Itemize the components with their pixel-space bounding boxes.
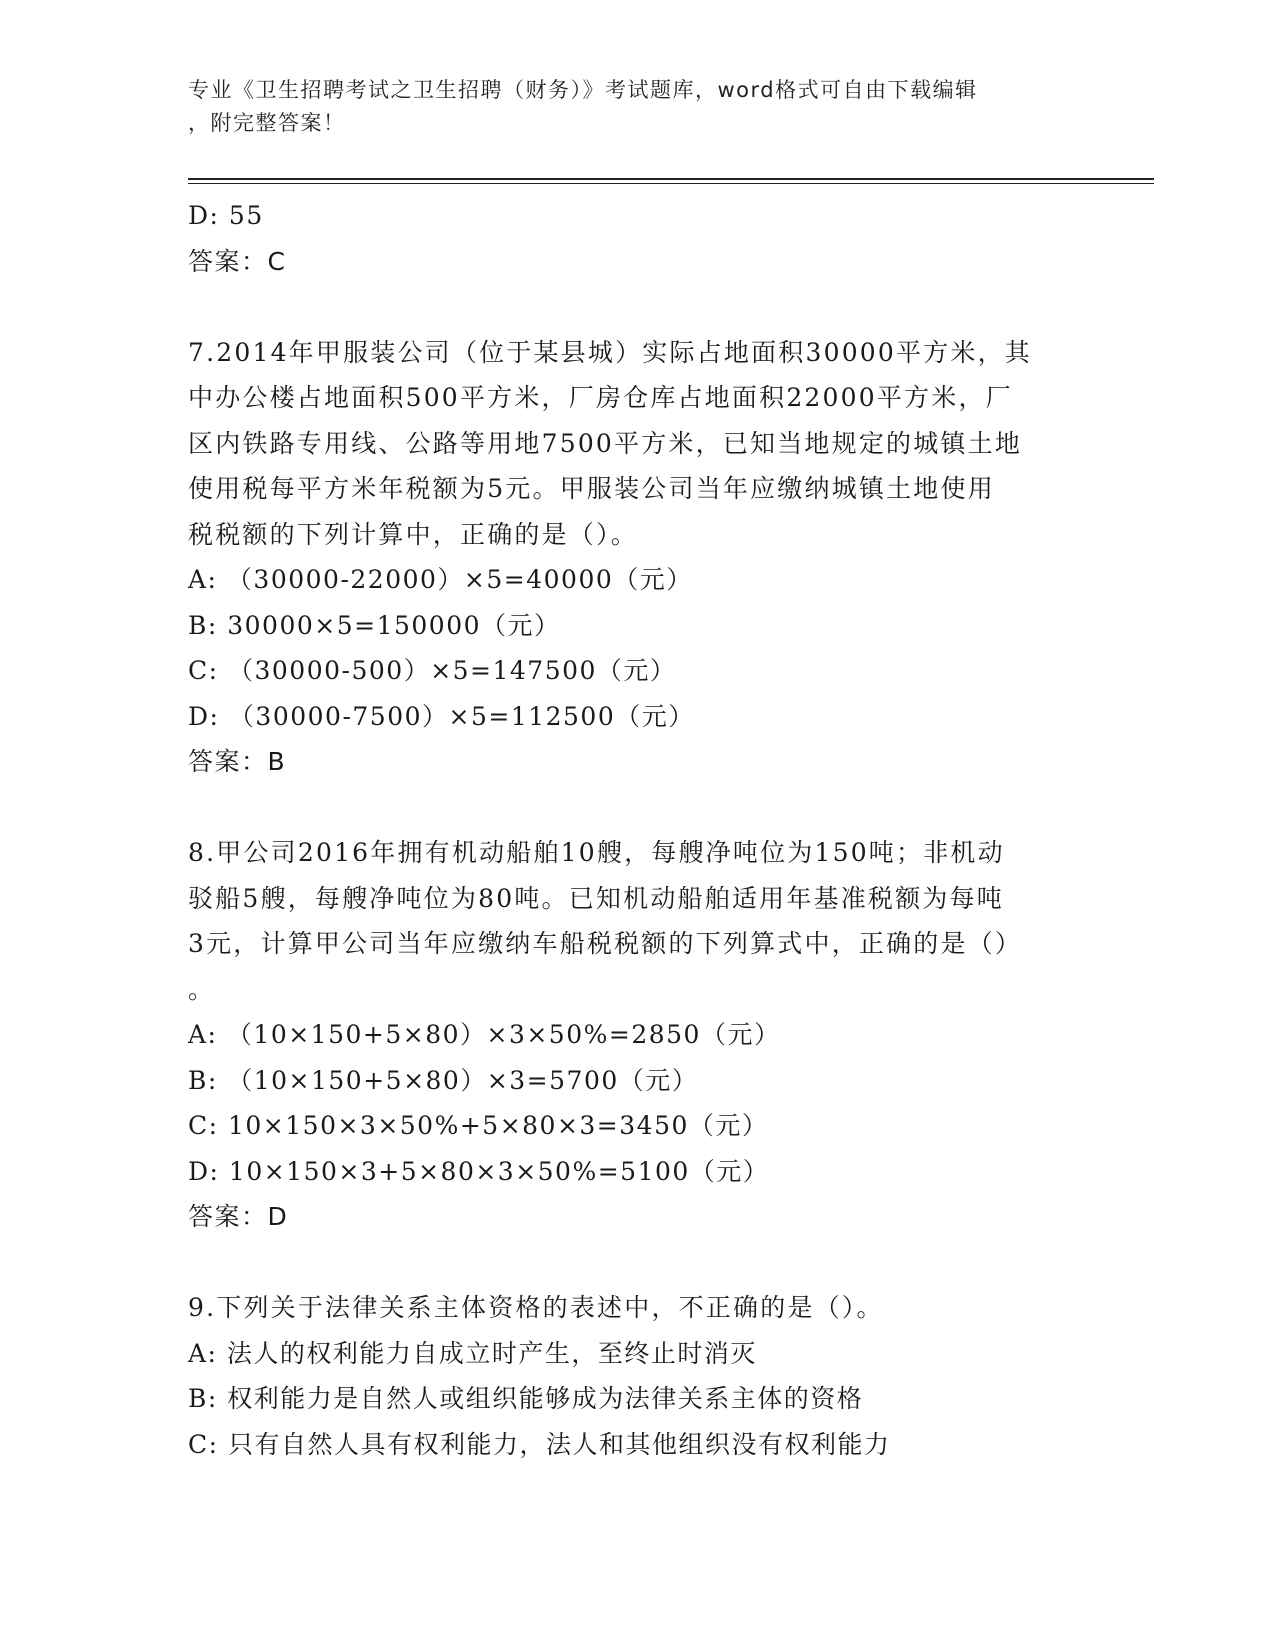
option-b: B: 权利能力是自然人或组织能够成为法律关系主体的资格	[188, 1384, 864, 1413]
option-b: B: （10×150+5×80）×3=5700（元）	[188, 1065, 699, 1095]
option-d: D: 55	[188, 201, 264, 230]
question-text: 中办公楼占地面积500平方米，厂房仓库占地面积22000平方米，厂	[188, 383, 1013, 412]
header-divider-thin	[188, 183, 1154, 184]
document-header	[188, 74, 1068, 140]
option-c: C: （30000-500）×5=147500（元）	[188, 656, 677, 685]
option-c: C: 10×150×3×50%+5×80×3=3450（元）	[188, 1111, 769, 1140]
option-a: A: （30000-22000）×5=40000（元）	[188, 565, 693, 594]
answer: 答案：B	[188, 747, 287, 776]
question-text: 。	[188, 974, 216, 1004]
question-7	[188, 330, 1078, 785]
option-d: D: （30000-7500）×5=112500（元）	[188, 701, 695, 731]
question-text: 3元，计算甲公司当年应缴纳车船税税额的下列算式中，正确的是（）	[188, 929, 1023, 958]
question-9	[188, 1285, 1078, 1467]
answer: 答案：D	[188, 1202, 289, 1231]
question-text: 8.甲公司2016年拥有机动船舶10艘，每艘净吨位为150吨；非机动	[188, 838, 1005, 867]
question-text: 7.2014年甲服装公司（位于某县城）实际占地面积30000平方米，其	[188, 337, 1033, 367]
option-a: A: 法人的权利能力自成立时产生，至终止时消灭	[188, 1338, 757, 1368]
question-text: 使用税每平方米年税额为5元。甲服装公司当年应缴纳城镇土地使用	[188, 474, 995, 503]
header-divider	[188, 178, 1154, 180]
document-body	[188, 193, 1078, 1467]
option-d: D: 10×150×3+5×80×3×50%=5100（元）	[188, 1156, 770, 1186]
question-text: 区内铁路专用线、公路等用地7500平方米，已知当地规定的城镇土地	[188, 428, 1023, 458]
question-text: 驳船5艘，每艘净吨位为80吨。已知机动船舶适用年基准税额为每吨	[188, 883, 1004, 913]
question-8	[188, 830, 1078, 1240]
header-line-2: ，附完整答案！	[188, 111, 346, 135]
header-line-1: 专业《卫生招聘考试之卫生招聘（财务）》考试题库，word格式可自由下载编辑	[188, 78, 978, 102]
question-text: 9.下列关于法律关系主体资格的表述中，不正确的是（）。	[188, 1293, 884, 1322]
option-b: B: 30000×5=150000（元）	[188, 610, 561, 640]
question-text: 税税额的下列计算中，正确的是（）。	[188, 519, 638, 549]
answer: 答案：C	[188, 246, 287, 276]
option-a: A: （10×150+5×80）×3×50%=2850（元）	[188, 1020, 781, 1049]
option-c: C: 只有自然人具有权利能力，法人和其他组织没有权利能力	[188, 1429, 891, 1459]
